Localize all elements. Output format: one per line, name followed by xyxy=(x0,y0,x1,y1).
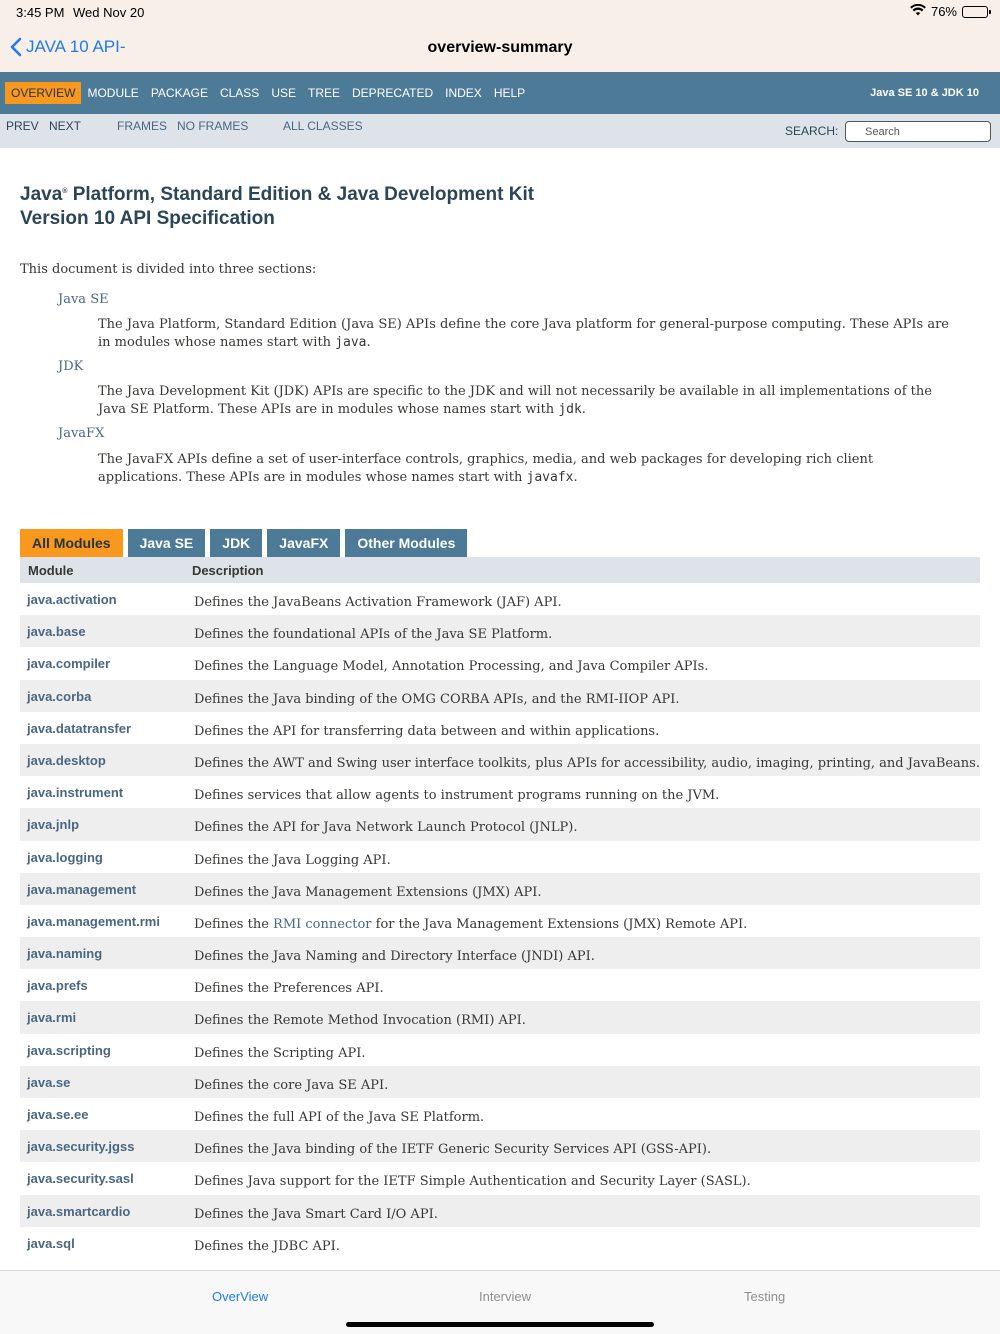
module-cell xyxy=(20,1001,186,1033)
nav-tree[interactable]: TREE xyxy=(308,86,341,100)
tabbar-testing[interactable]: Testing xyxy=(744,1289,786,1304)
description-text: Defines the AWT and Swing user interface toolkits, plus APIs for accessibility, audio, imaging, printing, and JavaBeans. xyxy=(193,755,980,771)
description-cell xyxy=(186,1227,980,1259)
table-row xyxy=(20,680,980,712)
table-header-row xyxy=(20,557,980,583)
module-cell xyxy=(20,1227,186,1259)
description-text: Defines the full API of the Java SE Platform. xyxy=(193,1110,485,1125)
description-cell xyxy=(186,776,980,808)
module-link[interactable]: java.jnlp xyxy=(27,817,80,833)
module-link[interactable]: java.se.ee xyxy=(27,1107,89,1122)
table-row xyxy=(20,647,980,679)
nav-use[interactable]: USE xyxy=(271,86,296,100)
modules-table-body xyxy=(20,583,980,1259)
module-cell xyxy=(20,1162,186,1194)
module-link[interactable]: java.base xyxy=(27,624,86,640)
status-date: Wed Nov 20 xyxy=(73,5,145,20)
table-row xyxy=(20,583,980,615)
title-line1: Platform, Standard Edition & Java Development Kit xyxy=(67,184,535,205)
description-text: Defines the xyxy=(193,916,274,932)
description-text: Defines the Scripting API. xyxy=(193,1045,366,1061)
battery-icon xyxy=(962,6,988,18)
table-row xyxy=(20,1195,980,1227)
module-link[interactable]: java.logging xyxy=(27,849,103,865)
column-header-module: Module xyxy=(20,557,186,583)
table-row xyxy=(20,937,980,969)
section-term-jdk[interactable]: JDK xyxy=(58,359,84,374)
module-cell xyxy=(20,680,186,712)
description-cell xyxy=(186,873,980,905)
description-text: Defines services that allow agents to instrument programs running on the JVM. xyxy=(193,788,720,804)
top-navbar xyxy=(0,72,1000,114)
table-row xyxy=(20,615,980,647)
module-cell xyxy=(20,712,186,744)
nav-index[interactable]: INDEX xyxy=(445,86,482,100)
description-text: Defines the Java Logging API. xyxy=(193,852,391,868)
description-cell xyxy=(186,583,980,615)
page-nav-title: overview-summary xyxy=(427,39,573,56)
table-row xyxy=(20,1001,980,1033)
module-cell xyxy=(20,1130,186,1162)
module-cell xyxy=(20,744,186,776)
status-time: 3:45 PM xyxy=(16,5,65,20)
description-text-end: for the Java Management Extensions (JMX) Remote API. xyxy=(371,916,748,932)
tab-javafx[interactable]: JavaFX xyxy=(267,529,340,557)
table-row xyxy=(20,1162,980,1194)
module-tabs xyxy=(20,529,472,557)
page-title xyxy=(20,180,640,231)
description-cell xyxy=(186,937,980,969)
module-link[interactable]: java.corba xyxy=(27,688,92,704)
description-text: Defines the Remote Method Invocation (RMI) API. xyxy=(193,1013,526,1029)
registered-mark: ® xyxy=(62,188,68,195)
module-link[interactable]: java.management.rmi xyxy=(27,913,160,929)
description-text: Defines Java support for the IETF Simple Authentication and Security Layer (SASL). xyxy=(193,1174,751,1190)
module-link[interactable]: java.prefs xyxy=(27,978,88,994)
module-link[interactable]: java.smartcardio xyxy=(27,1203,131,1219)
section-desc-text: The Java Development Kit (JDK) APIs are specific to the JDK and will not necessarily be available in all implementations of the Java SE Platform. These APIs are in modules whose names start with xyxy=(98,384,932,417)
section-desc-end: . xyxy=(366,334,371,350)
section-desc-java-se xyxy=(98,316,958,351)
description-text: Defines the JDBC API. xyxy=(193,1238,340,1254)
table-row xyxy=(20,1034,980,1066)
sub-navbar xyxy=(0,114,1000,148)
wifi-icon xyxy=(910,4,926,19)
section-term-java-se[interactable]: Java SE xyxy=(58,292,109,307)
tab-other-modules[interactable]: Other Modules xyxy=(345,529,467,557)
description-cell xyxy=(186,1066,980,1098)
table-row xyxy=(20,1066,980,1098)
description-text: Defines the Preferences API. xyxy=(193,981,384,997)
module-cell xyxy=(20,1195,186,1227)
module-cell xyxy=(20,1098,186,1130)
module-link[interactable]: java.se xyxy=(27,1074,71,1090)
table-row xyxy=(20,776,980,808)
nav-help[interactable]: HELP xyxy=(493,86,526,100)
table-row xyxy=(20,712,980,744)
table-row xyxy=(20,1227,980,1259)
title-line2: Version 10 API Specification xyxy=(20,208,275,229)
description-text: Defines the Java binding of the OMG CORBA APIs, and the RMI-IIOP API. xyxy=(193,691,680,707)
section-code: javafx xyxy=(526,469,574,485)
module-cell xyxy=(20,1066,186,1098)
description-cell xyxy=(186,647,980,679)
nav-overview[interactable]: OVERVIEW xyxy=(5,82,81,104)
description-cell xyxy=(186,808,980,840)
battery-percent: 76% xyxy=(930,4,957,19)
title-java: Java xyxy=(20,184,63,205)
module-link[interactable]: java.instrument xyxy=(27,785,124,801)
table-row xyxy=(20,905,980,937)
table-row xyxy=(20,808,980,840)
description-cell xyxy=(186,969,980,1001)
module-cell xyxy=(20,1034,186,1066)
description-cell xyxy=(186,841,980,873)
back-button-label: JAVA 10 API- xyxy=(26,37,126,56)
description-cell xyxy=(186,1130,980,1162)
module-cell xyxy=(20,841,186,873)
section-desc-javafx xyxy=(98,451,958,486)
module-link[interactable]: java.management xyxy=(27,881,137,897)
description-cell xyxy=(186,1034,980,1066)
module-link[interactable]: java.datatransfer xyxy=(27,720,132,736)
section-code: java xyxy=(335,334,367,350)
description-cell xyxy=(186,1162,980,1194)
description-text: Defines the API for transferring data between and within applications. xyxy=(193,723,660,739)
tab-all-modules[interactable]: All Modules xyxy=(20,529,123,557)
nav-package[interactable]: PACKAGE xyxy=(150,86,208,100)
top-chrome xyxy=(0,0,1000,72)
tab-java-se[interactable]: Java SE xyxy=(128,529,206,557)
description-text: Defines the Java binding of the IETF Generic Security Services API (GSS-API). xyxy=(193,1142,712,1158)
tabbar-overview[interactable]: OverView xyxy=(212,1289,269,1304)
module-cell xyxy=(20,937,186,969)
module-cell xyxy=(20,583,186,615)
column-header-description: Description xyxy=(186,557,980,583)
top-navbar-items xyxy=(5,82,531,104)
description-text: Defines the Java Naming and Directory Interface (JNDI) API. xyxy=(193,949,595,965)
description-cell xyxy=(186,1001,980,1033)
modules-table xyxy=(20,557,980,1259)
section-desc-end: . xyxy=(581,401,586,417)
tabbar-interview[interactable]: Interview xyxy=(479,1289,532,1304)
next-link[interactable]: NEXT xyxy=(49,119,82,133)
intro-text: This document is divided into three sections: xyxy=(20,262,317,277)
section-desc-end: . xyxy=(573,469,578,485)
tab-jdk[interactable]: JDK xyxy=(210,529,262,557)
description-cell xyxy=(186,1195,980,1227)
table-row xyxy=(20,744,980,776)
search-label: SEARCH: xyxy=(785,124,839,138)
module-link[interactable]: java.activation xyxy=(27,592,117,607)
module-link[interactable]: java.scripting xyxy=(27,1042,111,1058)
frames-link[interactable]: FRAMES xyxy=(117,119,168,133)
home-indicator xyxy=(346,1322,654,1327)
section-desc-text: The JavaFX APIs define a set of user-interface controls, graphics, media, and web packages for developing rich client applications. These APIs are in modules whose names start with xyxy=(98,452,874,485)
search-input[interactable] xyxy=(845,121,991,142)
table-row xyxy=(20,841,980,873)
table-row xyxy=(20,969,980,1001)
rmi-connector-link[interactable]: RMI connector xyxy=(273,916,372,932)
section-code: jdk xyxy=(558,401,582,417)
module-link[interactable]: java.desktop xyxy=(27,752,106,768)
description-cell xyxy=(186,615,980,647)
module-cell xyxy=(20,969,186,1001)
section-term-javafx[interactable]: JavaFX xyxy=(58,426,105,441)
nav-class[interactable]: CLASS xyxy=(219,86,260,100)
description-cell xyxy=(186,744,980,776)
module-cell xyxy=(20,776,186,808)
description-cell xyxy=(186,680,980,712)
description-cell xyxy=(186,1098,980,1130)
module-cell xyxy=(20,905,186,937)
section-desc-text: The Java Platform, Standard Edition (Java SE) APIs define the core Java platform for general-purpose computing. These APIs are in modules whose names start with xyxy=(98,317,949,350)
module-link[interactable]: java.compiler xyxy=(27,656,111,672)
module-cell xyxy=(20,615,186,647)
module-link[interactable]: java.security.jgss xyxy=(27,1139,135,1155)
bottom-tab-bar xyxy=(0,1270,1000,1334)
table-row xyxy=(20,873,980,905)
description-cell xyxy=(186,712,980,744)
module-cell xyxy=(20,873,186,905)
section-desc-jdk xyxy=(98,383,958,418)
description-text: Defines the foundational APIs of the Java SE Platform. xyxy=(193,627,553,643)
module-cell xyxy=(20,647,186,679)
status-right xyxy=(910,4,988,19)
description-text: Defines the API for Java Network Launch Protocol (JNLP). xyxy=(193,820,578,836)
module-link[interactable]: java.rmi xyxy=(27,1010,77,1026)
module-link[interactable]: java.sql xyxy=(27,1235,75,1251)
module-link[interactable]: java.naming xyxy=(27,946,103,962)
table-row xyxy=(20,1130,980,1162)
module-cell xyxy=(20,808,186,840)
description-text: Defines the Java Smart Card I/O API. xyxy=(193,1206,438,1222)
description-text: Defines the Java Management Extensions (JMX) API. xyxy=(193,884,542,900)
about-language: Java SE 10 & JDK 10 xyxy=(870,87,979,99)
module-link[interactable]: java.security.sasl xyxy=(27,1171,134,1187)
description-text: Defines the JavaBeans Activation Framework (JAF) API. xyxy=(193,595,562,610)
all-classes-link[interactable]: ALL CLASSES xyxy=(283,119,363,133)
description-cell xyxy=(186,905,980,937)
description-text: Defines the core Java SE API. xyxy=(193,1077,389,1093)
description-text: Defines the Language Model, Annotation Processing, and Java Compiler APIs. xyxy=(193,659,709,675)
nav-module[interactable]: MODULE xyxy=(87,86,139,100)
no-frames-link[interactable]: NO FRAMES xyxy=(177,119,249,133)
prev-link[interactable]: PREV xyxy=(6,119,39,133)
nav-deprecated[interactable]: DEPRECATED xyxy=(352,86,434,100)
table-row xyxy=(20,1098,980,1130)
